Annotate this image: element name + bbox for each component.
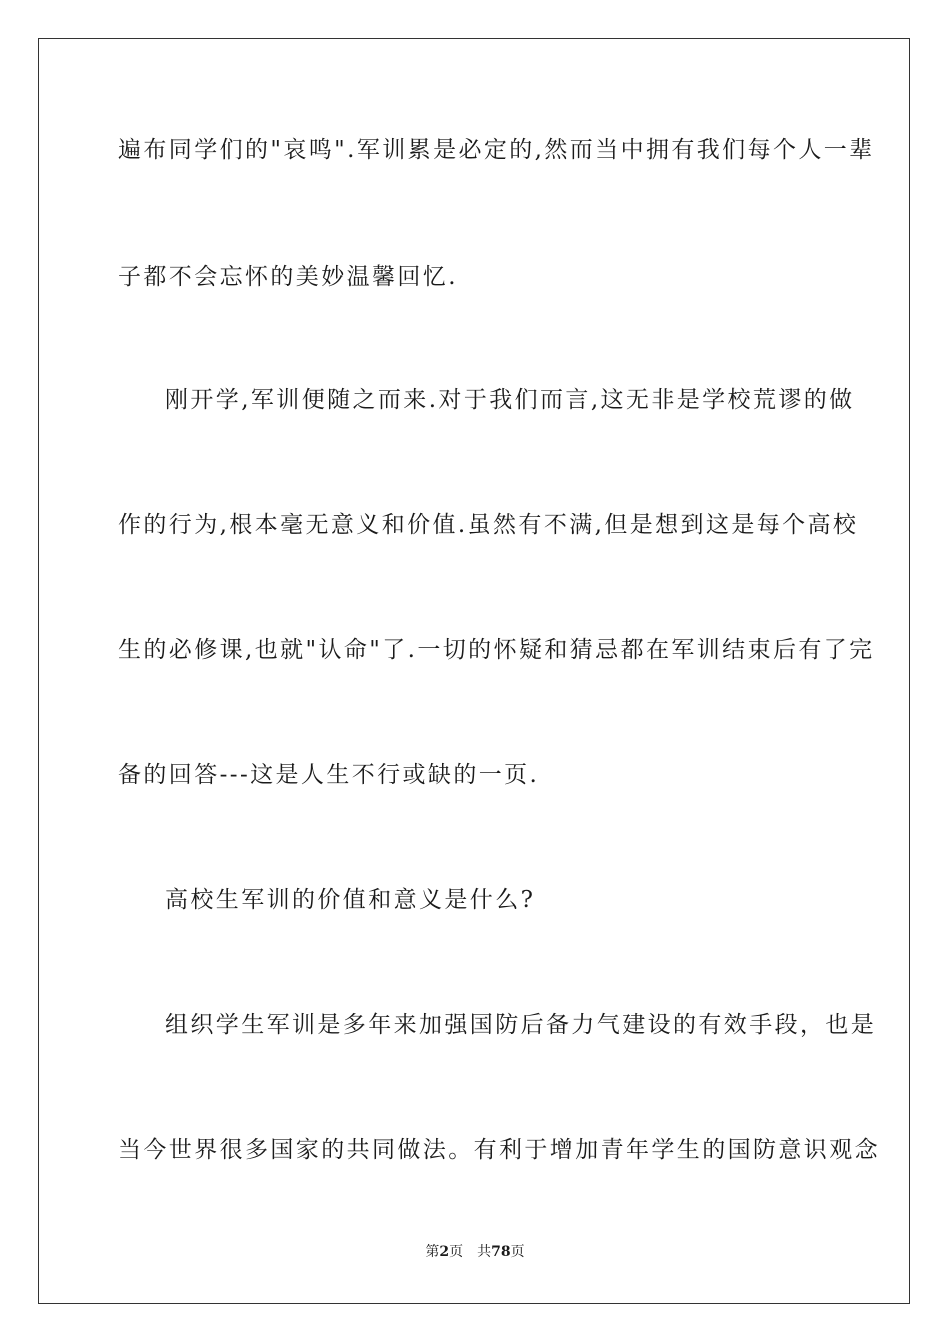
- page-footer: [0, 1243, 950, 1261]
- paragraph-2-line-1: 刚开学,军训便随之而来.对于我们而言,这无非是学校荒谬的做: [165, 387, 855, 413]
- page-suffix: 页: [449, 1244, 464, 1260]
- paragraph-2-line-3: 生的必修课,也就"认命"了.一切的怀疑和猜忌都在军训结束后有了完: [118, 637, 875, 663]
- section-heading: 高校生军训的价值和意义是什么?: [165, 887, 536, 913]
- text-line-2: 子都不会忘怀的美妙温馨回忆.: [118, 264, 458, 290]
- paragraph-3-line-1: 组织学生军训是多年来加强国防后备力气建设的有效手段，也是: [165, 1012, 877, 1038]
- page-prefix: 第: [425, 1244, 440, 1260]
- paragraph-2-line-4: 备的回答---这是人生不行或缺的一页.: [118, 762, 540, 788]
- total-suffix: 页: [510, 1244, 525, 1260]
- text-line-1: 遍布同学们的"哀鸣".军训累是必定的,然而当中拥有我们每个人一辈: [118, 137, 875, 163]
- page-border: [38, 38, 910, 1304]
- paragraph-2-line-2: 作的行为,根本毫无意义和价值.虽然有不满,但是想到这是每个高校: [118, 512, 859, 538]
- page-number: 2: [439, 1244, 450, 1260]
- total-prefix: 共: [477, 1244, 492, 1260]
- paragraph-3-line-2: 当今世界很多国家的共同做法。有利于增加青年学生的国防意识观念: [118, 1137, 880, 1163]
- total-pages: 78: [491, 1244, 511, 1260]
